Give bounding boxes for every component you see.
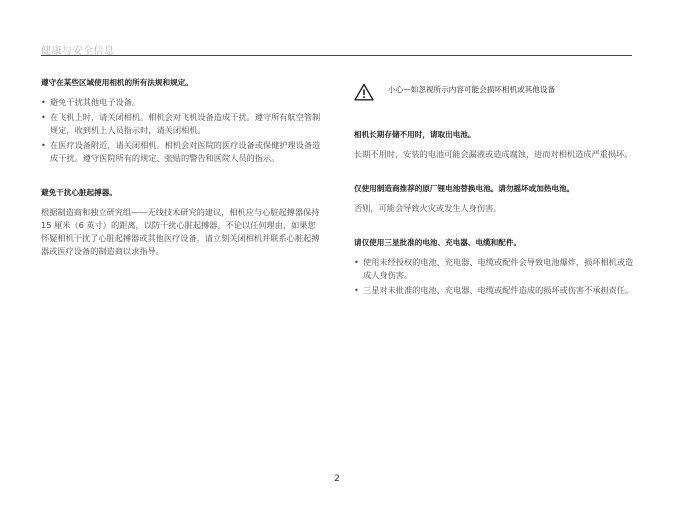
header-divider <box>41 55 632 56</box>
right-column <box>354 77 634 319</box>
left-column <box>41 77 321 280</box>
caution-text: 小心—如忽视所示内容可能会损坏相机或其他设备 <box>388 85 556 94</box>
section-header-title: 健康与安全信息 <box>41 46 115 57</box>
regulations-heading: 遵守在某些区域使用相机的所有法规和规定。 <box>41 78 193 87</box>
list-item-text: 避免干扰其他电子设备。 <box>50 97 141 107</box>
accessories-list <box>354 256 634 297</box>
warning-triangle-icon <box>354 83 374 101</box>
right-section-accessories <box>354 237 634 297</box>
right-section-battery <box>354 183 634 215</box>
list-item <box>354 256 634 282</box>
bullet-dot: • <box>354 285 359 295</box>
list-item-text: 在飞机上时，请关闭相机。相机会对飞机设备造成干扰。遵守所有航空管制规定，收到机上人员指示时，请关闭相机。 <box>50 112 321 135</box>
list-item-text: 在医疗设备附近，请关闭相机。相机会对医院的医疗设备或保健护理设备造成干扰。遵守医院所有的规定、张贴的警告和医院人员的指示。 <box>50 140 321 163</box>
list-item-text: 使用未经授权的电池、充电器、电缆或配件会导致电池爆炸，损坏相机或造成人身伤害。 <box>363 257 634 280</box>
list-item <box>41 96 321 109</box>
bullet-dot: • <box>41 140 46 150</box>
bullet-dot: • <box>354 257 359 267</box>
storage-heading: 相机长期存储不用时，请取出电池。 <box>354 130 476 139</box>
bullet-dot: • <box>41 97 46 107</box>
left-section-regulations <box>41 77 321 165</box>
right-section-storage <box>354 129 634 161</box>
pacemaker-body: 根据制造商和独立研究组——无线技术研究的建议，相机应与心脏起搏器保持 15 厘米（6 英寸）的距离，以防干扰心脏起搏器。不论以任何理由，如果您怀疑相机干扰了心脏起搏器或其他医疗设备，请立刻关闭相机并联系心脏起搏器或医疗设备的制造商以求指导。 <box>41 207 320 256</box>
list-item <box>41 111 321 137</box>
battery-body: 否则，可能会导致火灾或发生人身伤害。 <box>354 203 502 213</box>
caution-notice <box>354 77 634 107</box>
pacemaker-heading: 避免干扰心脏起搏器。 <box>41 188 117 197</box>
page-number: 2 <box>334 474 340 484</box>
regulations-list <box>41 96 321 165</box>
list-item <box>354 284 634 297</box>
storage-body: 长期不用时，安装的电池可能会漏液或造成腐蚀，进而对相机造成严重损坏。 <box>354 149 633 159</box>
battery-heading: 仅使用制造商推荐的原厂锂电池替换电池。请勿摇坏或加热电池。 <box>354 184 575 193</box>
bullet-dot: • <box>41 112 46 122</box>
list-item <box>41 139 321 165</box>
list-item-text: 三星对未批准的电池、充电器、电缆或配件造成的损坏或伤害不承担责任。 <box>363 285 634 295</box>
left-section-pacemaker <box>41 187 321 258</box>
accessories-heading: 请仅使用三星批准的电池、充电器、电缆和配件。 <box>354 238 522 247</box>
